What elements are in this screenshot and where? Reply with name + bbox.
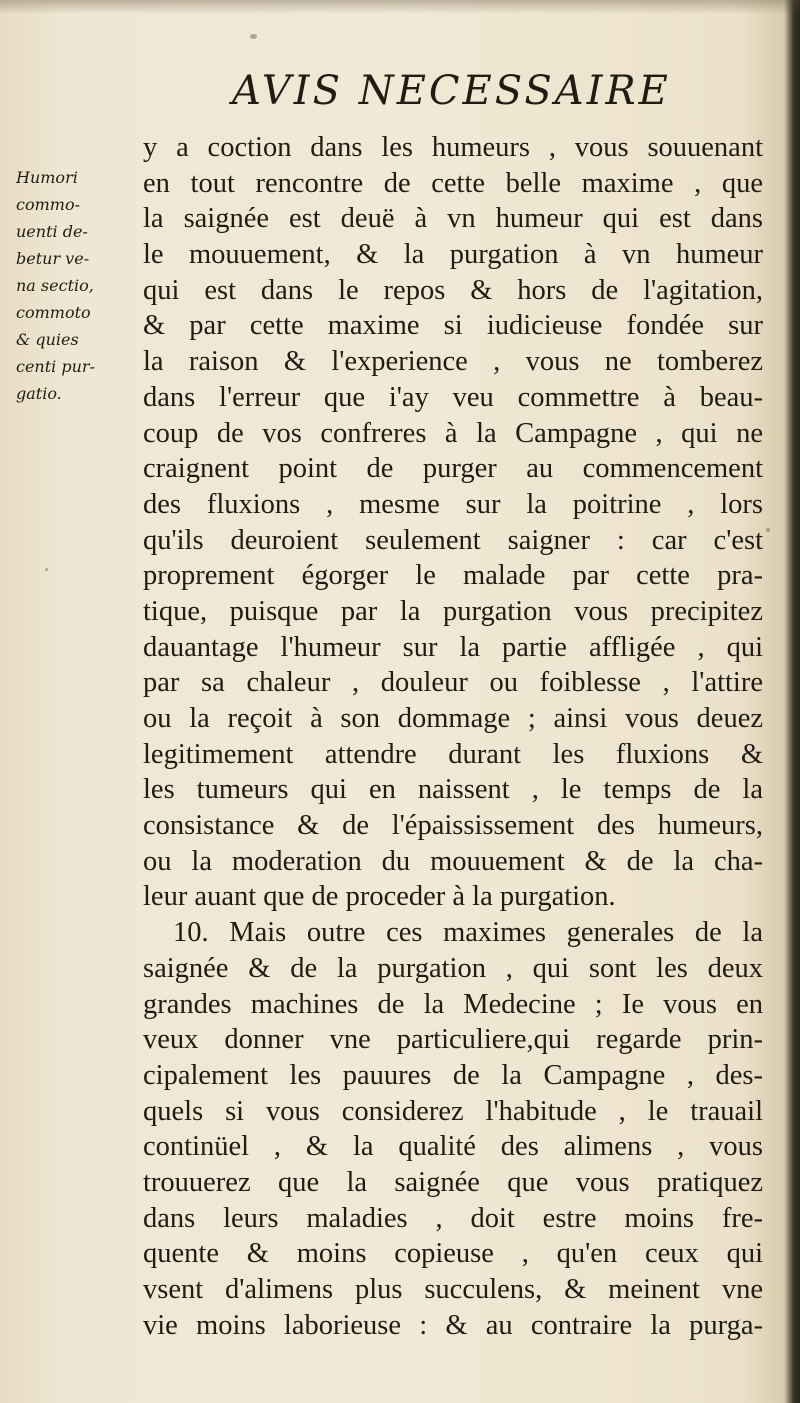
text-line: quels si vous considerez l'habitude , le trauail (143, 1095, 763, 1127)
paper-speck (250, 34, 257, 39)
text-line: trouuerez que la saignée que vous pratiquez (143, 1166, 763, 1198)
text-line: ou la moderation du mouuement & de la cha- (143, 845, 763, 877)
text-line: vie moins laborieuse : & au contraire la purga- (143, 1309, 763, 1341)
text-line: veux donner vne particuliere,qui regarde prin- (143, 1024, 763, 1056)
text-line: la raison & l'experience , vous ne tomberez (143, 346, 763, 378)
margin-note-line: na sectio, (16, 276, 94, 295)
text-line: & par cette maxime si iudicieuse fondée sur (143, 310, 763, 342)
text-line: en tout rencontre de cette belle maxime , que (143, 167, 763, 199)
paragraph-start-line: 10. Mais outre ces maximes generales de la (173, 917, 763, 949)
margin-note-line: centi pur- (16, 357, 95, 376)
margin-note-line: & quies (16, 330, 79, 349)
text-line: par sa chaleur , douleur ou foiblesse , l'attire (143, 667, 763, 699)
margin-note-line: gatio. (16, 384, 62, 403)
margin-note-line: commo- (16, 195, 80, 214)
margin-note (16, 164, 136, 407)
text-line: dans l'erreur que i'ay veu commettre à beau- (143, 381, 763, 413)
text-line: leur auant que de proceder à la purgation. (143, 881, 616, 913)
text-line: cipalement les pauures de la Campagne , des- (143, 1059, 763, 1091)
text-line: vsent d'alimens plus succulens, & meinent vne (143, 1274, 763, 1305)
text-line: proprement égorger le malade par cette pra- (143, 560, 763, 592)
text-line: la saignée est deuë à vn humeur qui est dans (143, 203, 763, 235)
page-top-shadow (0, 0, 800, 14)
body-text (143, 130, 763, 1343)
text-line: y a coction dans les humeurs , vous souuenant (143, 132, 763, 163)
text-line: ou la reçoit à son dommage ; ainsi vous deuez (143, 703, 763, 734)
text-line: des fluxions , mesme sur la poitrine , lors (143, 488, 763, 520)
text-line: dans leurs maladies , doit estre moins fre- (143, 1202, 763, 1234)
text-line: tique, puisque par la purgation vous precipitez (143, 595, 763, 627)
text-line: dauantage l'humeur sur la partie affligée , qui (143, 631, 763, 663)
margin-note-line: commoto (16, 303, 91, 322)
text-line: legitimement attendre durant les fluxions & (143, 738, 763, 770)
margin-note-line: Humori (16, 168, 78, 187)
text-line: les tumeurs qui en naissent , le temps de la (143, 774, 763, 806)
text-line: qu'ils deuroient seulement saigner : car c'est (143, 524, 763, 556)
text-line: coup de vos confreres à la Campagne , qui ne (143, 417, 763, 449)
text-line: consistance & de l'épaississement des humeurs, (143, 810, 763, 842)
text-line: craignent point de purger au commencement (143, 453, 763, 485)
text-line: grandes machines de la Medecine ; Ie vous en (143, 988, 763, 1020)
paper-speck (45, 568, 48, 571)
text-line: quente & moins copieuse , qu'en ceux qui (143, 1238, 763, 1270)
running-head: AVIS NECESSAIRE (232, 68, 671, 114)
text-line: qui est dans le repos & hors de l'agitation, (143, 274, 763, 306)
text-line: continüel , & la qualité des alimens , vous (143, 1131, 763, 1163)
text-line: le mouuement, & la purgation à vn humeur (143, 239, 763, 271)
margin-note-line: uenti de- (16, 222, 88, 241)
text-line: saignée & de la purgation , qui sont les deux (143, 952, 763, 984)
paper-speck (766, 528, 770, 532)
margin-note-line: betur ve- (16, 249, 90, 268)
